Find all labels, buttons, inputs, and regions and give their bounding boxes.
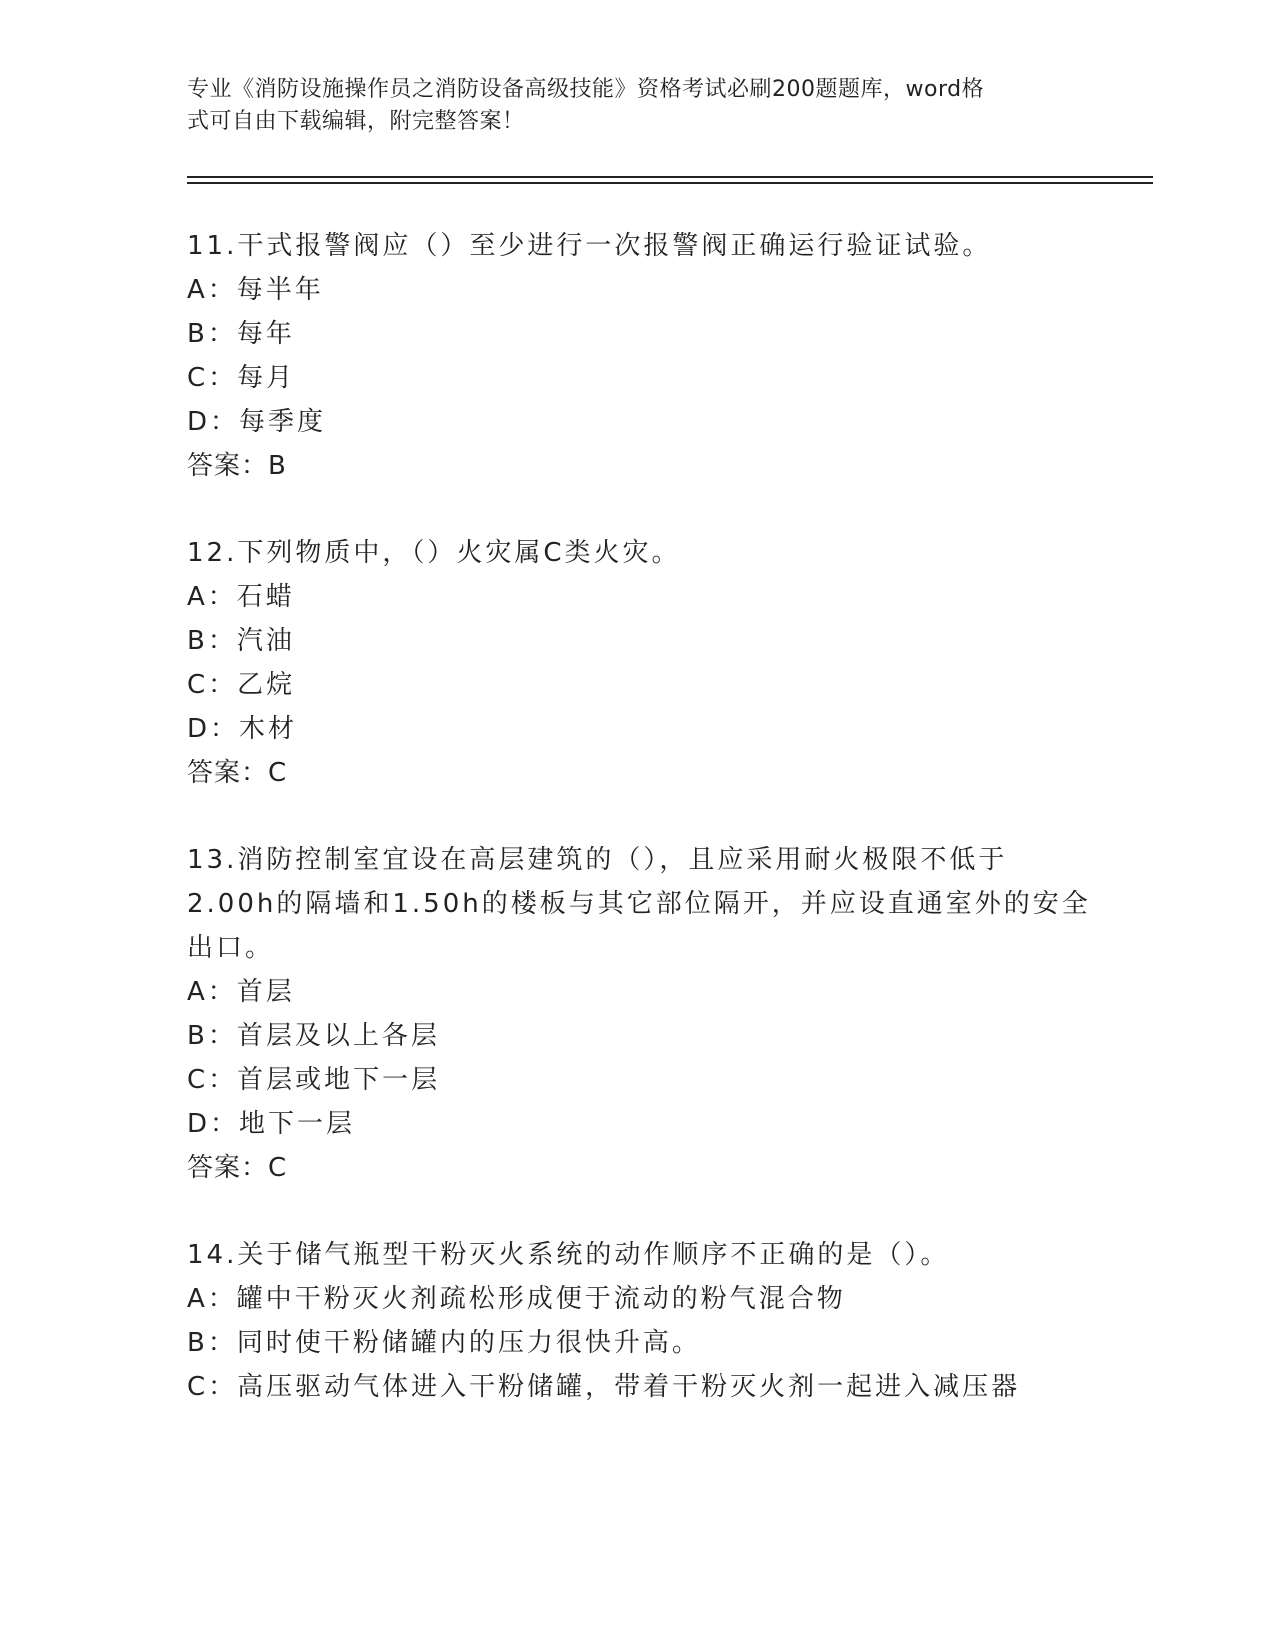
option-b: B：每年 <box>187 319 295 349</box>
option-c: C：每月 <box>187 363 296 393</box>
header-line-1: 专业《消防设施操作员之消防设备高级技能》资格考试必刷200题题库，word格 <box>187 77 985 102</box>
answer: 答案：C <box>187 758 288 788</box>
header-divider-top <box>187 176 1153 178</box>
option-d: D：地下一层 <box>187 1109 356 1139</box>
option-a: A：石蜡 <box>187 582 295 612</box>
question-stem-line-3: 出口。 <box>187 933 275 963</box>
question-stem: 12.下列物质中，（）火灾属C类火灾。 <box>187 538 681 568</box>
option-c: C：高压驱动气体进入干粉储罐，带着干粉灭火剂一起进入减压器 <box>187 1372 1021 1402</box>
option-c: C：首层或地下一层 <box>187 1065 441 1095</box>
option-b: B：同时使干粉储罐内的压力很快升高。 <box>187 1328 701 1358</box>
question-stem: 14.关于储气瓶型干粉灭火系统的动作顺序不正确的是（）。 <box>187 1240 950 1270</box>
option-b: B：首层及以上各层 <box>187 1021 440 1051</box>
option-d: D：每季度 <box>187 407 327 437</box>
option-a: A：首层 <box>187 977 295 1007</box>
question-stem-line-2: 2.00h的隔墙和1.50h的楼板与其它部位隔开，并应设直通室外的安全 <box>187 889 1091 919</box>
header-divider-bottom <box>187 182 1153 184</box>
document-header <box>187 74 1067 138</box>
answer: 答案：C <box>187 1153 288 1183</box>
option-d: D：木材 <box>187 714 298 744</box>
option-b: B：汽油 <box>187 626 295 656</box>
option-c: C：乙烷 <box>187 670 296 700</box>
answer: 答案：B <box>187 451 287 481</box>
question-stem-line-1: 13.消防控制室宜设在高层建筑的（），且应采用耐火极限不低于 <box>187 845 1008 875</box>
header-line-2: 式可自由下载编辑，附完整答案！ <box>187 109 525 134</box>
option-a: A：每半年 <box>187 275 324 305</box>
question-stem: 11.干式报警阀应（）至少进行一次报警阀正确运行验证试验。 <box>187 231 992 261</box>
option-a: A：罐中干粉灭火剂疏松形成便于流动的粉气混合物 <box>187 1284 846 1314</box>
